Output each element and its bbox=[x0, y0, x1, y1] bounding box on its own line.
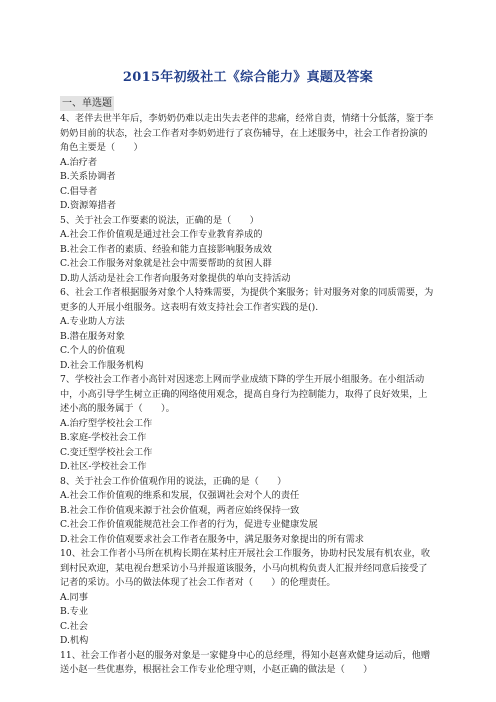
option: B.社会工作者的素质、经验和能力直接影响服务成效 bbox=[60, 243, 272, 255]
question-stem: 7、学校社会工作者小高针对因迷恋上网而学业成绩下降的学生开展小组服务。在小组活动中，小高引导学生树立正确的网络使用观念，提高自身行为控制能力，取得了良好效果，上述小高的服务属于（ ）。 bbox=[60, 374, 428, 414]
question-stem: 6、社会工作者根据服务对象个人特殊需要，为提供个案服务；针对服务对象的同质需要，为更多的人开展小组服务。这表明有效支持社会工作者实践的是(). bbox=[60, 287, 434, 313]
option: A.社会工作价值观的维系和发展，仅强调社会对个人的责任 bbox=[60, 490, 300, 501]
option: C.社会工作服务对象就是社会中需要帮助的贫困人群 bbox=[60, 258, 272, 269]
option: D.社会工作价值观要求社会工作者在服务中，满足服务对象提出的所有需求 bbox=[60, 533, 364, 545]
option: A.治疗型学校社会工作 bbox=[60, 417, 153, 429]
option: D.资源筹措者 bbox=[60, 200, 116, 211]
question-stem: 10、社会工作者小马所在机构长期在某村庄开展社会工作服务，协助村民发展有机农业，收到村民欢迎，某电视台想采访小马并报道该服务，小马向机构负责人汇报并经同意后接受了记者的采访。小马的做法体现了社会工作者对（ ）的伦理责任。 bbox=[60, 548, 431, 588]
option: D.社区-学校社会工作 bbox=[60, 461, 147, 472]
question-7 bbox=[60, 373, 436, 475]
question-5 bbox=[60, 214, 436, 287]
question-6 bbox=[60, 286, 436, 373]
question-10 bbox=[60, 547, 436, 649]
option: D.机构 bbox=[60, 635, 89, 646]
option: C.变迁型学校社会工作 bbox=[60, 446, 153, 458]
question-stem: 4、老伴去世半年后，李奶奶仍难以走出失去老伴的悲痛，经常自责，情绪十分低落，鉴于李奶奶目前的状态，社会工作者对李奶奶进行了哀伤辅导，在上述服务中，社会工作者扮演的角色主要是（ ） bbox=[60, 113, 434, 153]
option: C.个人的价值观 bbox=[60, 345, 125, 356]
option: B.专业 bbox=[60, 606, 89, 617]
question-4 bbox=[60, 112, 436, 214]
option: C.社会工作价值观能规范社会工作者的行为，促进专业健康发展 bbox=[60, 519, 318, 530]
option: A.专业助人方法 bbox=[60, 316, 125, 327]
question-stem: 11、社会工作者小赵的服务对象是一家健身中心的总经理，得知小赵喜欢健身运动后，他赠送小赵一些优惠券，根据社会工作专业伦理守则，小赵正确的做法是（ ） bbox=[60, 649, 431, 675]
document-title: 2015年初级社工《综合能力》真题及答案 bbox=[122, 70, 374, 85]
question-stem: 5、关于社会工作要素的说法，正确的是（ ） bbox=[60, 214, 259, 226]
option: A.同事 bbox=[60, 591, 88, 603]
option: D.助人活动是社会工作者向服务对象提供的单向支持活动 bbox=[60, 272, 291, 284]
option: C.倡导者 bbox=[60, 185, 98, 197]
option: B.潜在服务对象 bbox=[60, 330, 125, 342]
option: C.社会 bbox=[60, 620, 88, 632]
option: A.社会工作价值观是通过社会工作专业教育养成的 bbox=[60, 229, 263, 240]
question-11 bbox=[60, 649, 436, 678]
section-heading: 一、单选题 bbox=[62, 98, 112, 109]
option: B.家庭-学校社会工作 bbox=[60, 432, 147, 443]
question-8 bbox=[60, 475, 436, 548]
question-stem: 8、关于社会工作价值观作用的说法，正确的是（ ） bbox=[60, 475, 287, 487]
option: D.社会工作服务机构 bbox=[60, 359, 144, 371]
option: B.社会工作价值观来源于社会价值观，两者应始终保持一致 bbox=[60, 504, 300, 516]
option: B.关系协调者 bbox=[60, 171, 116, 182]
option: A.治疗者 bbox=[60, 156, 98, 168]
